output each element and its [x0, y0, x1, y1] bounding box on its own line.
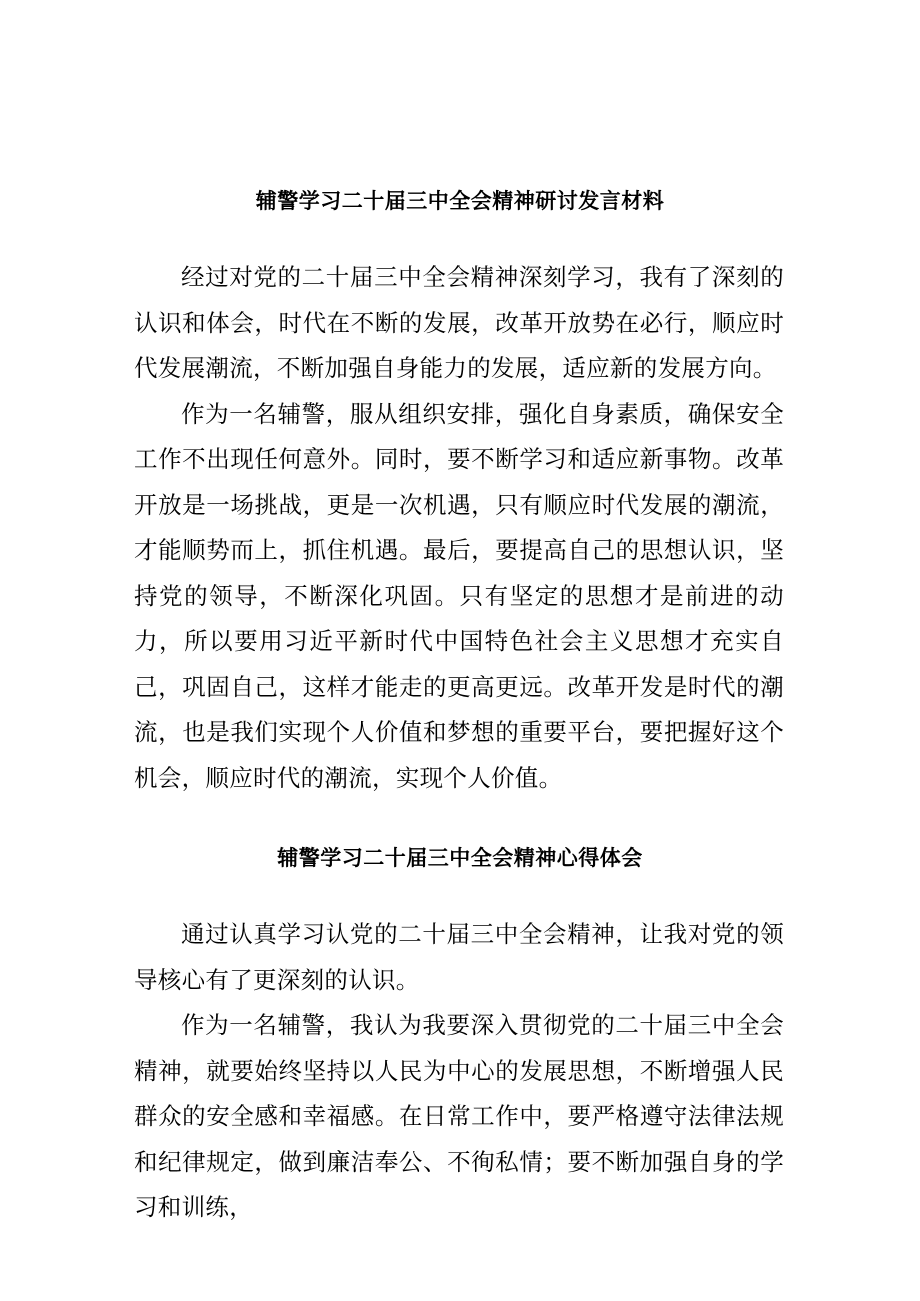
section-body: [134, 255, 784, 801]
section-title: 辅警学习二十届三中全会精神研讨发言材料: [255, 189, 665, 214]
paragraph: 作为一名辅警，我认为我要深入贯彻党的二十届三中全会精神，就要始终坚持以人民为中心的发展思想，不断增强人民群众的安全感和幸福感。在日常工作中，要严格遵守法律法规和纪律规定，做到廉洁奉公、不徇私情；要不断加强自身的学习和训练，: [134, 1011, 784, 1221]
section-title: 辅警学习二十届三中全会精神心得体会: [277, 846, 643, 871]
paragraph: 经过对党的二十届三中全会精神深刻学习，我有了深刻的认识和体会，时代在不断的发展，改革开放势在必行，顺应时代发展潮流，不断加强自身能力的发展，适应新的发展方向。: [134, 263, 784, 382]
paragraph: 作为一名辅警，服从组织安排，强化自身素质，确保安全工作不出现任何意外。同时，要不断学习和适应新事物。改革开放是一场挑战，更是一次机遇，只有顺应时代发展的潮流，才能顺势而上，抓住机遇。最后，要提高自己的思想认识，坚持党的领导，不断深化巩固。只有坚定的思想才是前进的动力，所以要用习近平新时代中国特色社会主义思想才充实自己，巩固自己，这样才能走的更高更远。改革开发是时代的潮流，也是我们实现个人价值和梦想的重要平台，要把握好这个机会，顺应时代的潮流，实现个人价值。: [134, 399, 784, 792]
section-body: [134, 912, 784, 1231]
paragraph: 通过认真学习认党的二十届三中全会精神，让我对党的领导核心有了更深刻的认识。: [134, 920, 784, 994]
